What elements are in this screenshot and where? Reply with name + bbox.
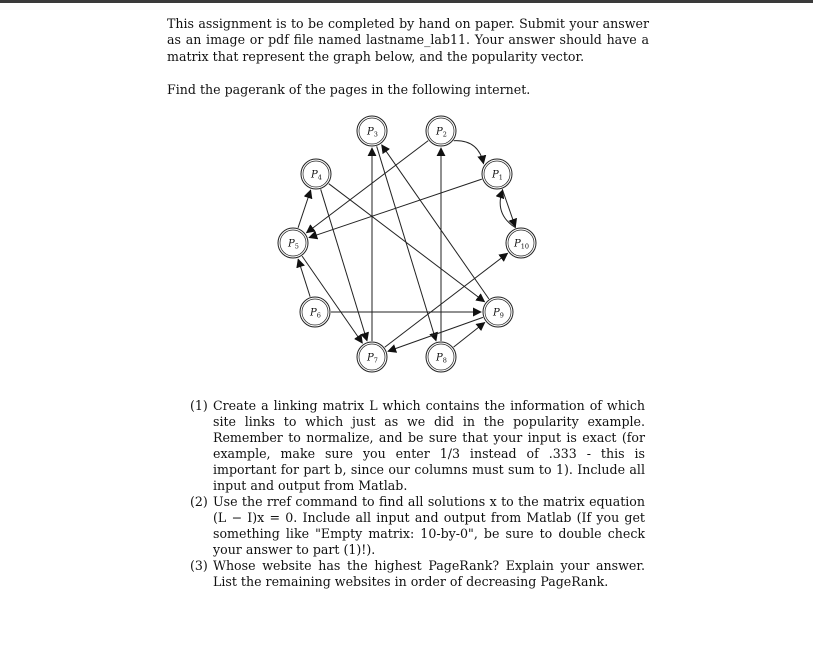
edge-p1-to-p10 bbox=[502, 189, 515, 227]
node-p2 bbox=[426, 116, 456, 146]
node-p1 bbox=[482, 159, 512, 189]
edge-p5-to-p4 bbox=[298, 190, 311, 228]
node-p7 bbox=[357, 342, 387, 372]
find-pagerank-prompt: Find the pagerank of the pages in the following internet. bbox=[167, 82, 531, 97]
node-label-subscript: 1 bbox=[498, 173, 503, 182]
node-p5 bbox=[278, 228, 308, 258]
node-label-subscript: 3 bbox=[373, 130, 378, 139]
task-text: Create a linking matrix L which contains the information of which site links to which just as we did in the popularity example. Remember to normalize, and be sure that your input is exact (for example, make sure you enter 1/3 instead of .333 - this is important for part b, since our columns must sum to 1). Include all input and output from Matlab. bbox=[213, 398, 645, 493]
task-item-1 bbox=[190, 398, 645, 494]
node-label-subscript: 9 bbox=[499, 311, 504, 320]
node-label-letter: P bbox=[492, 169, 499, 181]
node-label-subscript: 10 bbox=[520, 242, 530, 251]
node-label-subscript: 7 bbox=[373, 356, 378, 365]
node-label-letter: P bbox=[288, 238, 295, 250]
node-p10 bbox=[506, 228, 536, 258]
task-item-2 bbox=[190, 494, 645, 558]
edge-p2-to-p1 bbox=[454, 141, 484, 164]
node-label-letter: P bbox=[367, 352, 374, 364]
node-p9 bbox=[483, 297, 513, 327]
node-label-letter: P bbox=[310, 307, 317, 319]
node-label-subscript: 8 bbox=[442, 356, 447, 365]
task-number: (2) bbox=[190, 494, 208, 509]
assignment-intro: This assignment is to be completed by hand on paper. Submit your answer as an image or pdf file named lastname_lab11. Your answer should have a matrix that represent the graph below, and the popularity vector. bbox=[167, 16, 649, 64]
task-item-3 bbox=[190, 558, 645, 590]
node-p4 bbox=[301, 159, 331, 189]
node-label-letter: P bbox=[436, 352, 443, 364]
node-label-letter: P bbox=[493, 307, 500, 319]
node-p6 bbox=[300, 297, 330, 327]
node-label-letter: P bbox=[311, 169, 318, 181]
top-border bbox=[0, 0, 813, 3]
task-list bbox=[190, 398, 645, 590]
task-number: (1) bbox=[190, 398, 208, 413]
node-p3 bbox=[357, 116, 387, 146]
node-label-subscript: 4 bbox=[317, 173, 322, 182]
node-label-letter: P bbox=[367, 126, 374, 138]
node-label-subscript: 2 bbox=[442, 130, 447, 139]
node-p8 bbox=[426, 342, 456, 372]
task-text: Use the rref command to find all solutions x to the matrix equation (L − I)x = 0. Include all input and output from Matlab (If you get something like "Empty matrix: 10-by-0", be sure to double check your answer to part (1)!). bbox=[213, 494, 645, 557]
pagerank-graph-diagram bbox=[272, 112, 544, 374]
task-text: Whose website has the highest PageRank? Explain your answer. List the remaining websites in order of decreasing PageRank. bbox=[213, 558, 645, 589]
task-number: (3) bbox=[190, 558, 208, 573]
node-label-letter: P bbox=[514, 238, 521, 250]
node-label-subscript: 5 bbox=[294, 242, 299, 251]
node-label-letter: P bbox=[436, 126, 443, 138]
edge-p9-to-p3 bbox=[382, 145, 489, 299]
node-label-subscript: 6 bbox=[316, 311, 321, 320]
